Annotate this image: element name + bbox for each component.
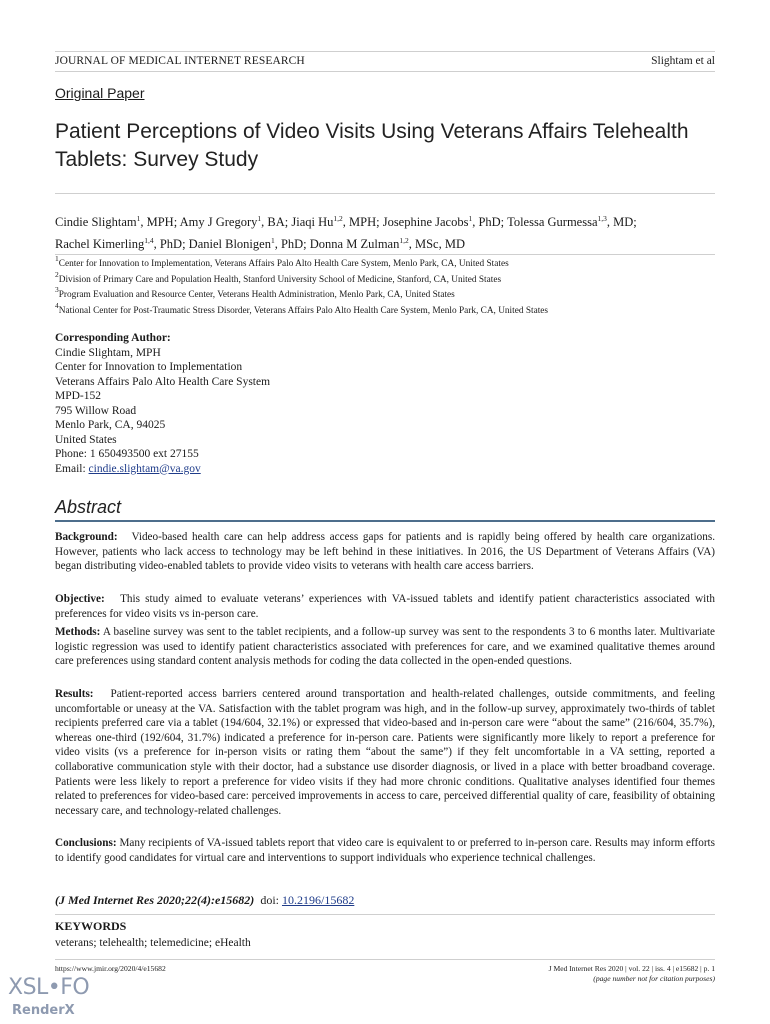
author-rule xyxy=(55,254,715,255)
running-head: Slightam et al xyxy=(651,55,715,67)
abstract-conclusions: Conclusions: Many recipients of VA-issued tablets report that video care is equivalent to or preferred to in-person care. Results may inform efforts to identify good candidates for virtual care and interventions to support individuals who experience technical challenges. xyxy=(55,837,716,864)
corresponding-label: Corresponding Author: xyxy=(55,332,171,344)
keywords-heading: KEYWORDS xyxy=(55,919,127,933)
author: Tolessa Gurmessa$^{1,3}$, MD; xyxy=(507,214,637,229)
abstract-heading: Abstract xyxy=(55,497,122,517)
author: Amy J Gregory$^1$, BA; xyxy=(179,214,292,229)
email-link[interactable]: cindie.slightam@va.gov xyxy=(88,462,201,475)
header-rule xyxy=(55,71,715,72)
top-rule xyxy=(55,51,715,52)
affiliation: $^3$Program Evaluation and Resource Center, Veterans Health Administration, Menlo Park, CA, United States xyxy=(55,285,455,300)
corr-line: MPD-152 xyxy=(55,390,102,402)
corr-line: Phone: 1 650493500 ext 27155 xyxy=(55,448,199,460)
affiliation: $^2$Division of Primary Care and Population Health, Stanford University School of Medicine, Stanford, CA, United States xyxy=(55,270,502,285)
author: Cindie Slightam$^1$, MPH; xyxy=(55,214,180,229)
corr-line: United States xyxy=(55,433,117,446)
abstract-objective: Objective: This study aimed to evaluate veterans’ experiences with VA-issued tablets and identify patient characteristics associated with preferences for video visits vs in-person care. xyxy=(55,593,715,620)
abstract-results: Results: Patient-reported access barriers centered around transportation and health-related challenges, outside commitments, and feeling uncomfortable or uneasy at the VA. Satisfaction with the tablet program was high, and in the follow-up survey, approximately two-thirds of tablet recipients preferred care via a tablet (194/604, 32.1%) or expressed that video-based and in-person care were “about the same” (216/604, 35.7%), whereas one-third (192/604, 31.7%) indicated a preference for in-person care. Patients were significantly more likely to report a preference for video visits (vs a preference for in-person visits or rating them “about the same”) if they felt uncomfortable in a VA setting, reported a collaborative communication style with their doctor, had a substance use disorder diagnosis, or lived in a place with better broadband coverage. Patients were less likely to report a preference for video visits if they had more chronic conditions. Qualitative analyses identified four themes related to preferences for video-based care: perceived improvements in access to care, perceived differential quality of care, feasibility of obtaining necessary care, and technology-related challenges. xyxy=(55,688,715,817)
author: Rachel Kimerling$^{1,4}$, PhD; xyxy=(55,236,189,251)
page-title: Patient Perceptions of Video Visits Using Veterans Affairs Telehealth Tablets: Survey Study xyxy=(55,120,689,171)
author-list xyxy=(55,211,717,255)
affiliation: $^4$National Center for Post-Traumatic Stress Disorder, Veterans Affairs Palo Alto Health Care System, Menlo Park, CA, United States xyxy=(55,301,549,316)
renderx-logo: RenderX xyxy=(12,1003,75,1018)
corresponding-author xyxy=(55,331,270,476)
abstract-background: Background: Video-based health care can help address access gaps for patients and is rapidly being offered by health care organizations. However, patients who lack access to technology may be left behind in these initiatives. In 2016, the US Department of Veterans Affairs (VA) began distributing video-enabled tablets to provide video visits to veterans with health care access barriers. xyxy=(55,531,715,573)
author: Josephine Jacobs$^1$, PhD; xyxy=(382,214,508,229)
corr-line: Center for Innovation to Implementation xyxy=(55,361,243,373)
footer-info xyxy=(549,964,715,984)
keywords-rule xyxy=(55,914,715,915)
citation: (J Med Internet Res 2020;22(4):e15682) doi: 10.2196/15682 xyxy=(55,893,355,907)
xslfo-logo: XSL•FO xyxy=(8,975,90,1000)
corr-line: 795 Willow Road xyxy=(55,404,137,417)
journal-name: JOURNAL OF MEDICAL INTERNET RESEARCH xyxy=(55,55,305,67)
paper-type: Original Paper xyxy=(55,85,145,101)
author: Jiaqi Hu$^{1,2}$, MPH; xyxy=(291,214,383,229)
doi-link[interactable]: 10.2196/15682 xyxy=(281,893,355,907)
corr-email-line: Email: cindie.slightam@va.gov xyxy=(55,462,201,475)
author: Donna M Zulman$^{1,2}$, MSc, MD xyxy=(309,236,465,251)
corr-line: Menlo Park, CA, 94025 xyxy=(55,419,166,431)
footer-url: https://www.jmir.org/2020/4/e15682 xyxy=(55,964,166,973)
affiliation: $^1$Center for Innovation to Implementation, Veterans Affairs Palo Alto Health Care System, Menlo Park, CA, United States xyxy=(55,254,509,269)
abstract-rule xyxy=(55,520,715,522)
footer-journal-info: J Med Internet Res 2020 | vol. 22 | iss. 4 | e15682 | p. 1 xyxy=(548,964,715,973)
abstract-methods: Methods: A baseline survey was sent to the tablet recipients, and a follow-up survey was sent to the respondents 3 to 6 months later. Multivariate logistic regression was used to identify patient characteristics associated with preferences for care, and we examined qualitative themes around care preferences using standard content analysis methods for coding the data collected in the open-ended questions. xyxy=(55,626,715,668)
author: Daniel Blonigen$^1$, PhD; xyxy=(188,236,310,251)
corr-line: Cindie Slightam, MPH xyxy=(55,346,161,359)
footer-note: (page number not for citation purposes) xyxy=(593,974,715,983)
keywords-text: veterans; telehealth; telemedicine; eHealth xyxy=(55,937,251,949)
title-rule xyxy=(55,193,715,194)
footer-rule xyxy=(55,959,715,960)
corr-line: Veterans Affairs Palo Alto Health Care System xyxy=(55,375,271,388)
